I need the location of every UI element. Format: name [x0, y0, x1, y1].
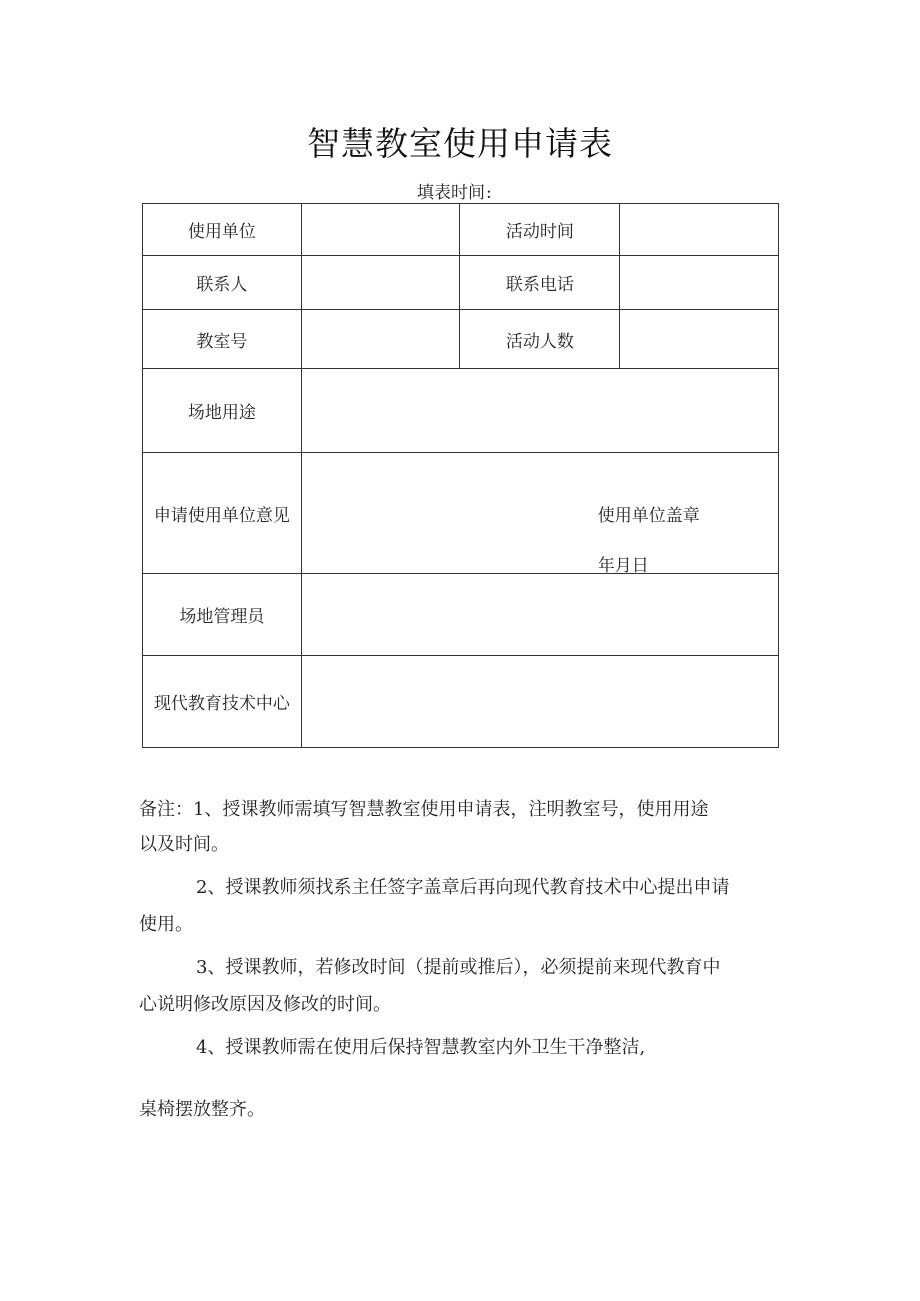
page-title: 智慧教室使用申请表 [307, 124, 613, 163]
note-2-cont: 使用。 [139, 914, 193, 935]
note-3-cont: 心说明修改原因及修改的时间。 [139, 994, 391, 1015]
activity-time-label: 活动时间 [460, 204, 620, 256]
activity-time-field[interactable] [620, 204, 779, 256]
form-row-contact [143, 256, 779, 310]
form-row-classroom [143, 310, 779, 369]
unit-label: 使用单位 [143, 204, 302, 256]
form-row-unit [143, 204, 779, 256]
phone-label: 联系电话 [460, 256, 620, 310]
application-form-table [142, 203, 779, 748]
seal-label: 使用单位盖章 [597, 506, 700, 526]
form-row-purpose [143, 369, 779, 453]
form-row-opinion [143, 453, 779, 574]
fill-time-colon: : [486, 183, 492, 203]
unit-field[interactable] [301, 204, 460, 256]
fill-time-label: 填表时间 [417, 183, 485, 203]
classroom-field[interactable] [301, 310, 460, 369]
note-2: 2、授课教师须找系主任签字盖章后再向现代教育技术中心提出申请 [196, 877, 730, 898]
form-row-admin [143, 574, 779, 656]
note-4-cont: 桌椅摆放整齐。 [139, 1099, 265, 1120]
note-1-cont: 以及时间。 [139, 834, 229, 855]
center-label: 现代教育技术中心 [143, 656, 302, 748]
note-1: 备注：1、授课教师需填写智慧教室使用申请表，注明教室号，使用用途 [139, 799, 709, 820]
note-4: 4、授课教师需在使用后保持智慧教室内外卫生干净整洁, [196, 1037, 646, 1058]
classroom-label: 教室号 [143, 310, 302, 369]
contact-field[interactable] [301, 256, 460, 310]
purpose-field[interactable] [301, 369, 778, 453]
opinion-label: 申请使用单位意见 [143, 453, 302, 574]
admin-label: 场地管理员 [143, 574, 302, 656]
center-field[interactable] [301, 656, 778, 748]
purpose-label: 场地用途 [143, 369, 302, 453]
note-3: 3、授课教师，若修改时间（提前或推后），必须提前来现代教育中 [196, 957, 721, 978]
admin-field[interactable] [301, 574, 778, 656]
phone-field[interactable] [620, 256, 779, 310]
fill-time [417, 178, 492, 203]
opinion-field[interactable] [301, 453, 778, 574]
date-label: 年月日 [597, 556, 649, 576]
attendee-count-label: 活动人数 [460, 310, 620, 369]
form-row-center [143, 656, 779, 748]
contact-label: 联系人 [143, 256, 302, 310]
attendee-count-field[interactable] [620, 310, 779, 369]
